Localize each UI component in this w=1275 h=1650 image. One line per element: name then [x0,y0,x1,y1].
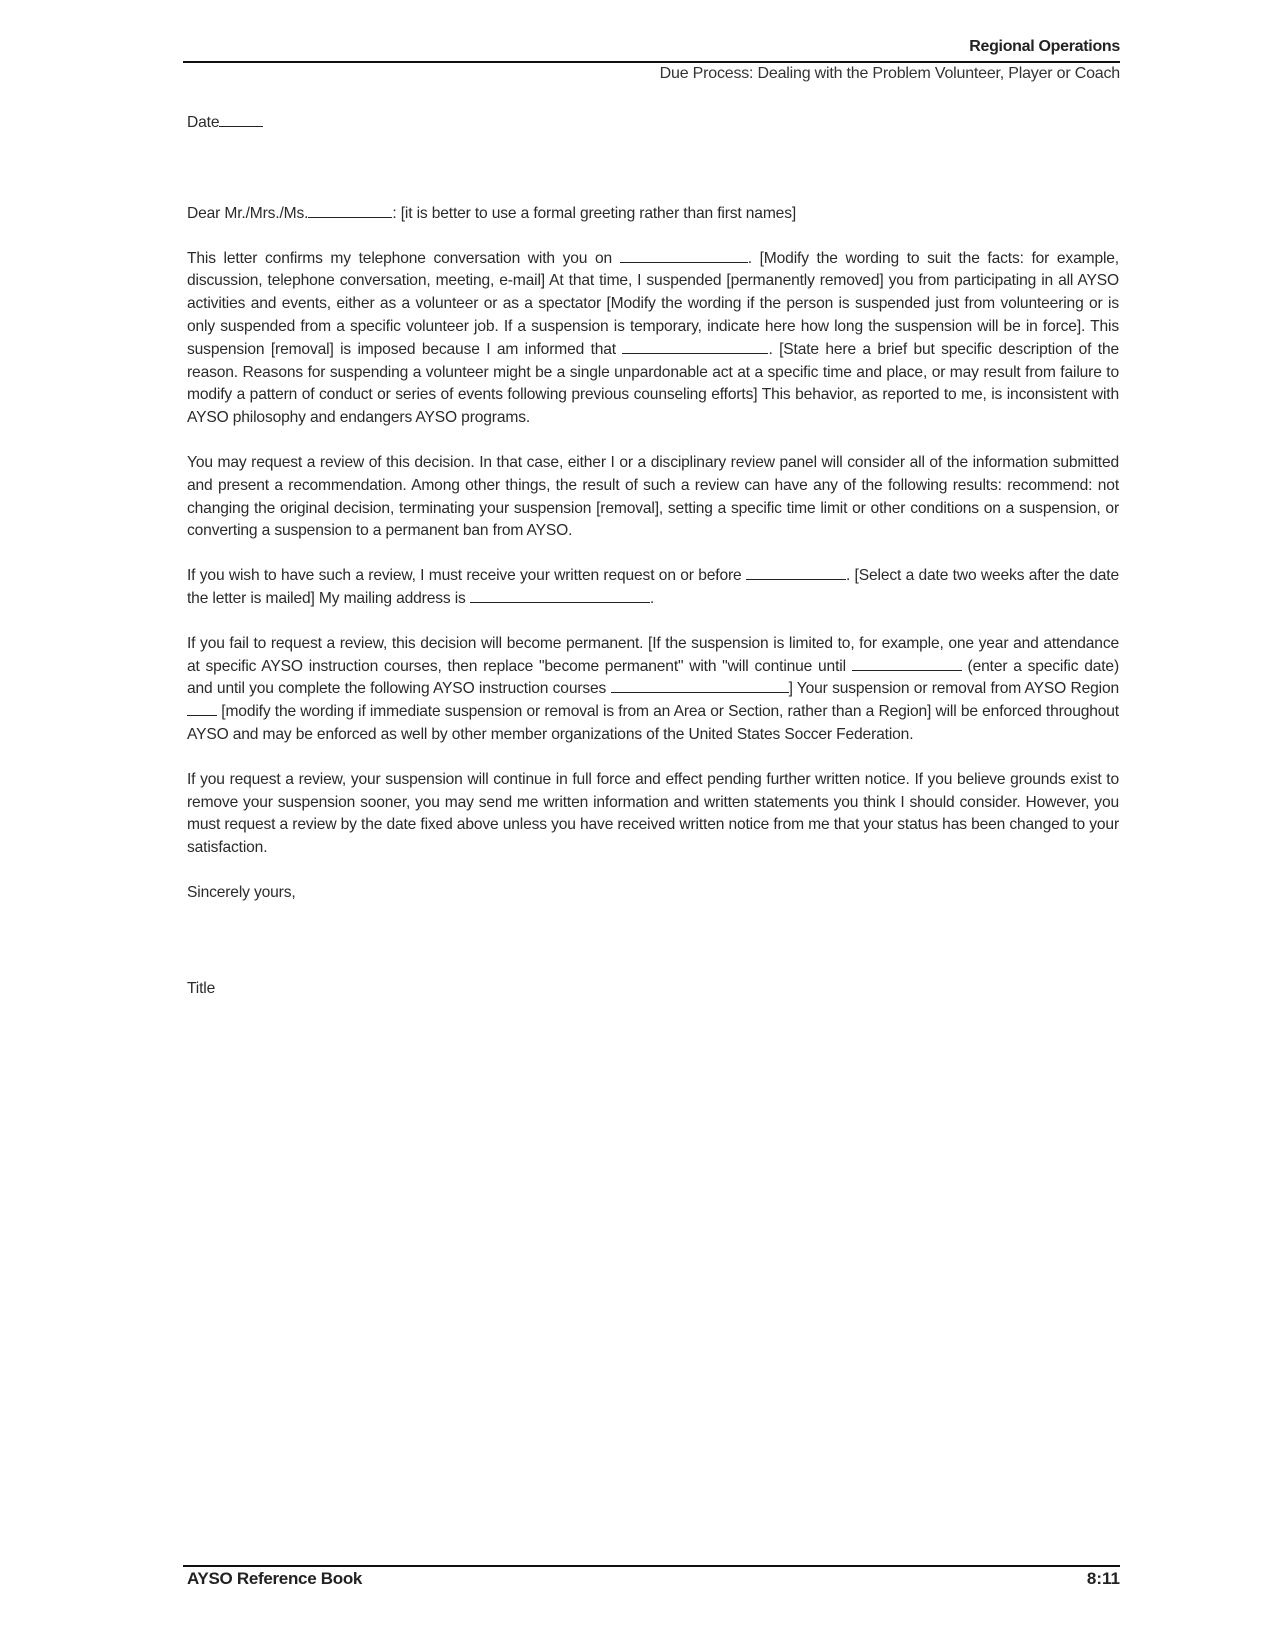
conversation-date-blank [620,248,748,263]
p1-text-c: . [State here a brief but specific description of the reason. Reasons for suspending a volunteer might be a single unpardonable act at a specific time and place, or may result from failure to modify a pattern of conduct or series of events following previous counseling efforts] This behavior, as reported to me, is inconsistent with AYSO philosophy and endangers AYSO programs. [187,340,1119,427]
paragraph-permanent [187,633,1119,747]
p1-text-b: . [Modify the wording to suit the facts: for example, discussion, telephone conversation, meeting, e-mail] At that time, I suspended [permanently removed] you from participating in all AYSO activities and events, either as a volunteer or as a spectator [Modify the wording if the person is suspended just from volunteering or is only suspended from a specific volunteer job. If a suspension is temporary, indicate here how long the suspension will be in force]. This suspension [removal] is imposed because I am informed that [187,249,1119,358]
reason-blank [622,339,768,354]
until-date-blank [852,656,962,671]
closing: Sincerely yours, [187,883,296,901]
letter-body [187,112,1119,1001]
mailing-address-blank [470,588,650,603]
date-blank [219,112,263,127]
paragraph-confirmation [187,248,1119,430]
request-date-blank [746,565,846,580]
p4-text-c: ] Your suspension or removal from AYSO Region [788,680,1119,698]
footer-rule [183,1565,1120,1567]
p4-text-a: If you fail to request a review, this decision will become permanent. [If the suspension is limited to, for example, one year and attendance at specific AYSO instruction courses, then replace "become permanent" with "will continue until [187,634,1119,675]
footer-page-number: 8:11 [1086,1569,1120,1588]
greeting-note: : [it is better to use a formal greeting rather than first names] [392,204,797,222]
date-line [187,112,1119,135]
header-rule [183,61,1120,63]
p4-text-d: [modify the wording if immediate suspension or removal is from an Area or Section, rather than a Region] will be enforced throughout AYSO and may be enforced as well by other member organizations of the United States Soccer Federation. [187,703,1119,743]
paragraph-continuation: If you request a review, your suspension will continue in full force and effect pending further written notice. If you believe grounds exist to remove your suspension sooner, you may send me written information and written statements you think I should consider. However, you must request a review by the date fixed above unless you have received written notice from me that your status has been changed to your satisfaction. [187,770,1119,857]
p3-text-b: . [Select a date two weeks after the date the letter is mailed] My mailing address is [187,567,1119,607]
p3-text-c: . [649,589,655,607]
signature-title: Title [187,979,216,997]
region-blank [187,701,217,716]
header-subtitle: Due Process: Dealing with the Problem Volunteer, Player or Coach [659,65,1120,82]
p1-text-a: This letter confirms my telephone conversation with you on [187,249,620,267]
paragraph-review: You may request a review of this decision. In that case, either I or a disciplinary review panel will consider all of the information submitted and present a recommendation. Among other things, the result of such a review can have any of the following results: recommend: not changing the original decision, terminating your suspension [removal], setting a specific time limit or other conditions on a suspension, or converting a suspension to a permanent ban from AYSO. [187,453,1119,540]
header-section-title: Regional Operations [969,38,1120,55]
paragraph-request [187,565,1119,611]
greeting-prefix: Dear Mr./Mrs./Ms. [187,204,309,222]
courses-blank [611,678,789,693]
p4-text-b: (enter a specific date) and until you complete the following AYSO instruction courses [187,657,1119,698]
footer-book-title: AYSO Reference Book [187,1569,363,1588]
date-label: Date [187,114,220,131]
p3-text-a: If you wish to have such a review, I must receive your written request on or before [187,567,746,585]
name-blank [308,203,392,218]
greeting-line [187,203,1119,226]
